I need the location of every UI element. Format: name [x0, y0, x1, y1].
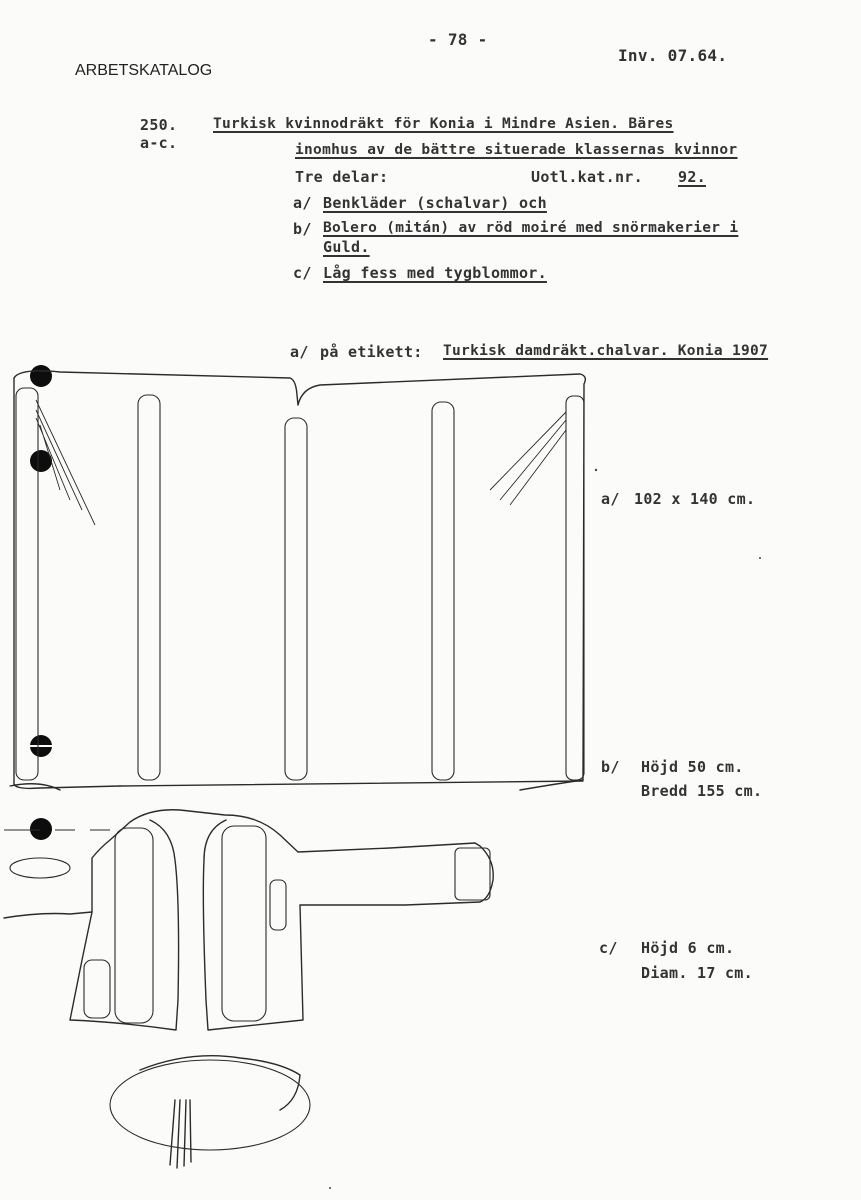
fez-drawing [110, 1056, 310, 1168]
item-a-marker: a/ [293, 194, 312, 212]
label-note-prefix: på etikett: [320, 343, 423, 361]
trousers-drawing [10, 371, 585, 790]
entry-title-line2: inomhus av de bättre situerade klassernas kvinnor [295, 142, 738, 158]
measure-b-marker: b/ [601, 758, 620, 776]
entry-range: a-c. [140, 134, 178, 152]
item-c-text: Låg fess med tygblommor. [323, 264, 547, 282]
item-a-text: Benkläder (schalvar) och [323, 194, 547, 212]
catalog-label: ARBETSKATALOG [75, 62, 213, 79]
uotl-label: Uotl.kat.nr. [531, 168, 643, 186]
uotl-number: 92. [678, 168, 706, 186]
entry-title-line1: Turkisk kvinnodräkt för Konia i Mindre Asien. Bäres [213, 116, 674, 132]
item-b-marker: b/ [293, 220, 312, 238]
item-b-text: Bolero (mitán) av röd moiré med snörmakerier i [323, 220, 739, 236]
measure-c-marker: c/ [599, 939, 618, 957]
page-number: - 78 - [428, 30, 488, 49]
parts-label: Tre delar: [295, 168, 389, 186]
measure-c-line2: Diam. 17 cm. [641, 964, 753, 982]
measure-a-marker: a/ [601, 490, 620, 508]
measure-b-line2: Bredd 155 cm. [641, 782, 763, 800]
inventory-number: Inv. 07.64. [618, 46, 728, 65]
entry-number: 250. [140, 116, 178, 134]
measure-b-line1: Höjd 50 cm. [641, 758, 744, 776]
item-b-continuation: Guld. [323, 238, 370, 256]
bolero-drawing [4, 810, 493, 1030]
measure-a-line1: 102 x 140 cm. [634, 490, 756, 508]
label-note-text: Turkisk damdräkt.chalvar. Konia 1907 [443, 343, 769, 359]
item-c-marker: c/ [293, 264, 312, 282]
measure-c-line1: Höjd 6 cm. [641, 939, 735, 957]
label-note-marker: a/ [290, 343, 309, 361]
